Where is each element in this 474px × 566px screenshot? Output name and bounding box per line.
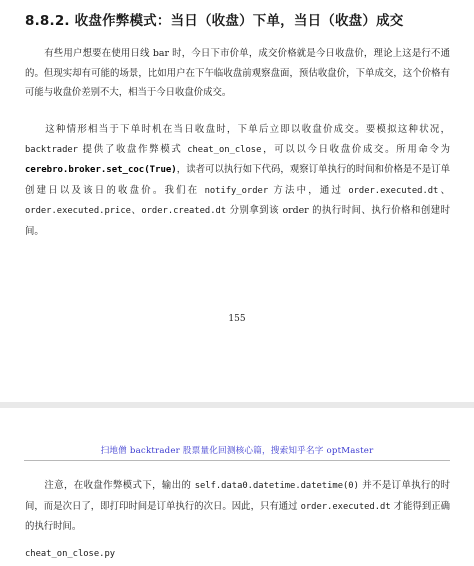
paragraph-intro-text: 有些用户想要在使用日线 bar 时，今日下市价单，成交价格就是今日收盘价，理论上这是行不通的。但现实却有可能的场景，比如用户在下午临收盘前观察盘面，预估收盘价，下单成交，这个价格有可能与收盘价差别不大，相当于今日收盘价成交。 xyxy=(25,48,450,98)
text-segment: 才能得到正确的执行时间。 xyxy=(25,500,450,532)
code-set-coc-command: cerebro.broker.set_coc(True) xyxy=(25,165,177,175)
text-segment: 这种情形相当于下单时机在当日收盘时，下单后立即以收盘价成交。要模拟这种状况， xyxy=(44,124,450,135)
code-cheat-on-close: cheat_on_close xyxy=(187,144,262,155)
paragraph-intro xyxy=(25,44,450,103)
promo-banner: 扫地僧 backtrader 股票量化回测核心篇，搜索知乎名字 optMaster xyxy=(100,446,374,456)
paragraph-cheat-on-close xyxy=(25,120,450,241)
text-segment: 并不是订单执行的时间，而是次日了，即打印时间是订单执行的次日。因此，只有通过 xyxy=(25,480,451,512)
section-heading: 8.8.2. 收盘作弊模式：当日（收盘）下单，当日（收盘）成交 xyxy=(25,13,404,29)
page-number: 155 xyxy=(228,314,246,324)
text-segment: 注意，在收盘作弊模式下，输出的 xyxy=(44,480,195,491)
paragraph-note xyxy=(25,476,450,537)
text-segment: 、 xyxy=(438,184,450,196)
code-order-executed-dt: order.executed.dt xyxy=(300,501,391,512)
code-filename: cheat_on_close.py xyxy=(25,549,116,559)
header-divider xyxy=(24,460,450,461)
text-segment: ，可以以今日收盘价成交。所用命令为 xyxy=(261,143,450,155)
code-order-executed-price: order.executed.price xyxy=(25,206,131,216)
text-segment: 分别拿到该 order 的执行时间、执行价格和创建时间。 xyxy=(25,205,450,237)
text-segment: 、 xyxy=(130,205,142,216)
code-backtrader: backtrader xyxy=(25,144,78,155)
text-segment: 方法中，通过 xyxy=(268,184,349,196)
code-order-created-dt: order.created.dt xyxy=(141,206,227,216)
code-notify-order: notify_order xyxy=(204,185,269,196)
text-segment: ，读者可以执行如下代码，观察订单执行的时间和价格是不是订单创建日以及该日的收盘价。我们在 xyxy=(25,164,450,196)
code-self-data0-datetime: self.data0.datetime.datetime(0) xyxy=(194,481,359,491)
document-page-next xyxy=(0,408,474,566)
code-order-executed-dt: order.executed.dt xyxy=(348,185,439,196)
text-segment: 提供了收盘作弊模式 xyxy=(77,143,188,155)
